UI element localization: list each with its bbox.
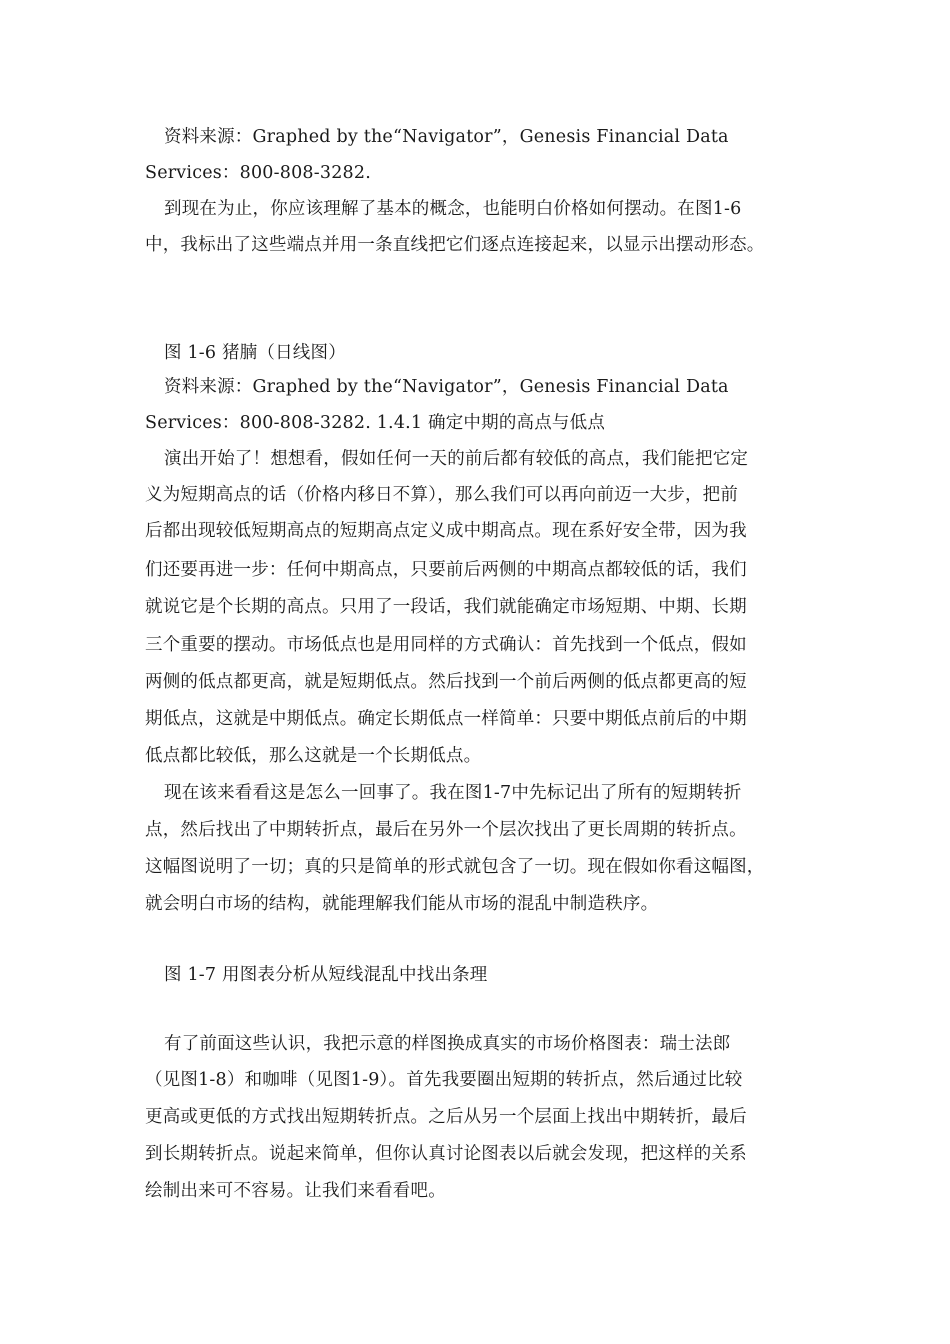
paragraph-line: 就说它是个长期的高点。只用了一段话，我们就能确定市场短期、中期、长期 <box>145 597 747 617</box>
source-note-line-1: 资料来源：Graphed by the“Navigator”，Genesis Financial Data <box>164 377 729 397</box>
paragraph-line: 期低点，这就是中期低点。确定长期低点一样简单：只要中期低点前后的中期 <box>145 709 747 729</box>
paragraph-line: （见图1-8）和咖啡（见图1-9）。首先我要圈出短期的转折点，然后通过比较 <box>145 1070 743 1090</box>
paragraph-line: 有了前面这些认识，我把示意的样图换成真实的市场价格图表：瑞士法郎 <box>164 1034 731 1054</box>
paragraph-line: 点，然后找出了中期转折点，最后在另外一个层次找出了更长周期的转折点。 <box>145 820 747 840</box>
figure-caption-1-6: 图 1-6 猪腩（日线图） <box>164 343 346 363</box>
figure-caption-1-7: 图 1-7 用图表分析从短线混乱中找出条理 <box>164 965 488 985</box>
paragraph-line: 低点都比较低，那么这就是一个长期低点。 <box>145 746 482 766</box>
paragraph-line: 中，我标出了这些端点并用一条直线把它们逐点连接起来，以显示出摆动形态。 <box>145 235 765 255</box>
paragraph-line: 绘制出来可不容易。让我们来看看吧。 <box>145 1181 446 1201</box>
source-note-line-1: 资料来源：Graphed by the“Navigator”，Genesis Financial Data <box>164 127 729 147</box>
paragraph-line: 两侧的低点都更高，就是短期低点。然后找到一个前后两侧的低点都更高的短 <box>145 672 747 692</box>
source-note-section-heading: Services：800-808-3282. 1.4.1 确定中期的高点与低点 <box>145 413 606 433</box>
paragraph-line: 到长期转折点。说起来简单，但你认真讨论图表以后就会发现，把这样的关系 <box>145 1144 747 1164</box>
source-note-line-2: Services：800-808-3282. <box>145 163 371 183</box>
paragraph-line: 到现在为止，你应该理解了基本的概念，也能明白价格如何摆动。在图1-6 <box>164 199 742 219</box>
paragraph-line: 后都出现较低短期高点的短期高点定义成中期高点。现在系好安全带，因为我 <box>145 521 747 541</box>
paragraph-line: 们还要再进一步：任何中期高点，只要前后两侧的中期高点都较低的话，我们 <box>145 560 747 580</box>
paragraph-line: 现在该来看看这是怎么一回事了。我在图1-7中先标记出了所有的短期转折 <box>164 783 742 803</box>
paragraph-line: 就会明白市场的结构，就能理解我们能从市场的混乱中制造秩序。 <box>145 894 659 914</box>
paragraph-line: 义为短期高点的话（价格内移日不算），那么我们可以再向前迈一大步，把前 <box>145 485 739 505</box>
paragraph-line: 演出开始了！想想看，假如任何一天的前后都有较低的高点，我们能把它定 <box>164 449 749 469</box>
paragraph-line: 更高或更低的方式找出短期转折点。之后从另一个层面上找出中期转折，最后 <box>145 1107 747 1127</box>
paragraph-line: 这幅图说明了一切；真的只是简单的形式就包含了一切。现在假如你看这幅图， <box>145 857 765 877</box>
paragraph-line: 三个重要的摆动。市场低点也是用同样的方式确认：首先找到一个低点，假如 <box>145 635 747 655</box>
